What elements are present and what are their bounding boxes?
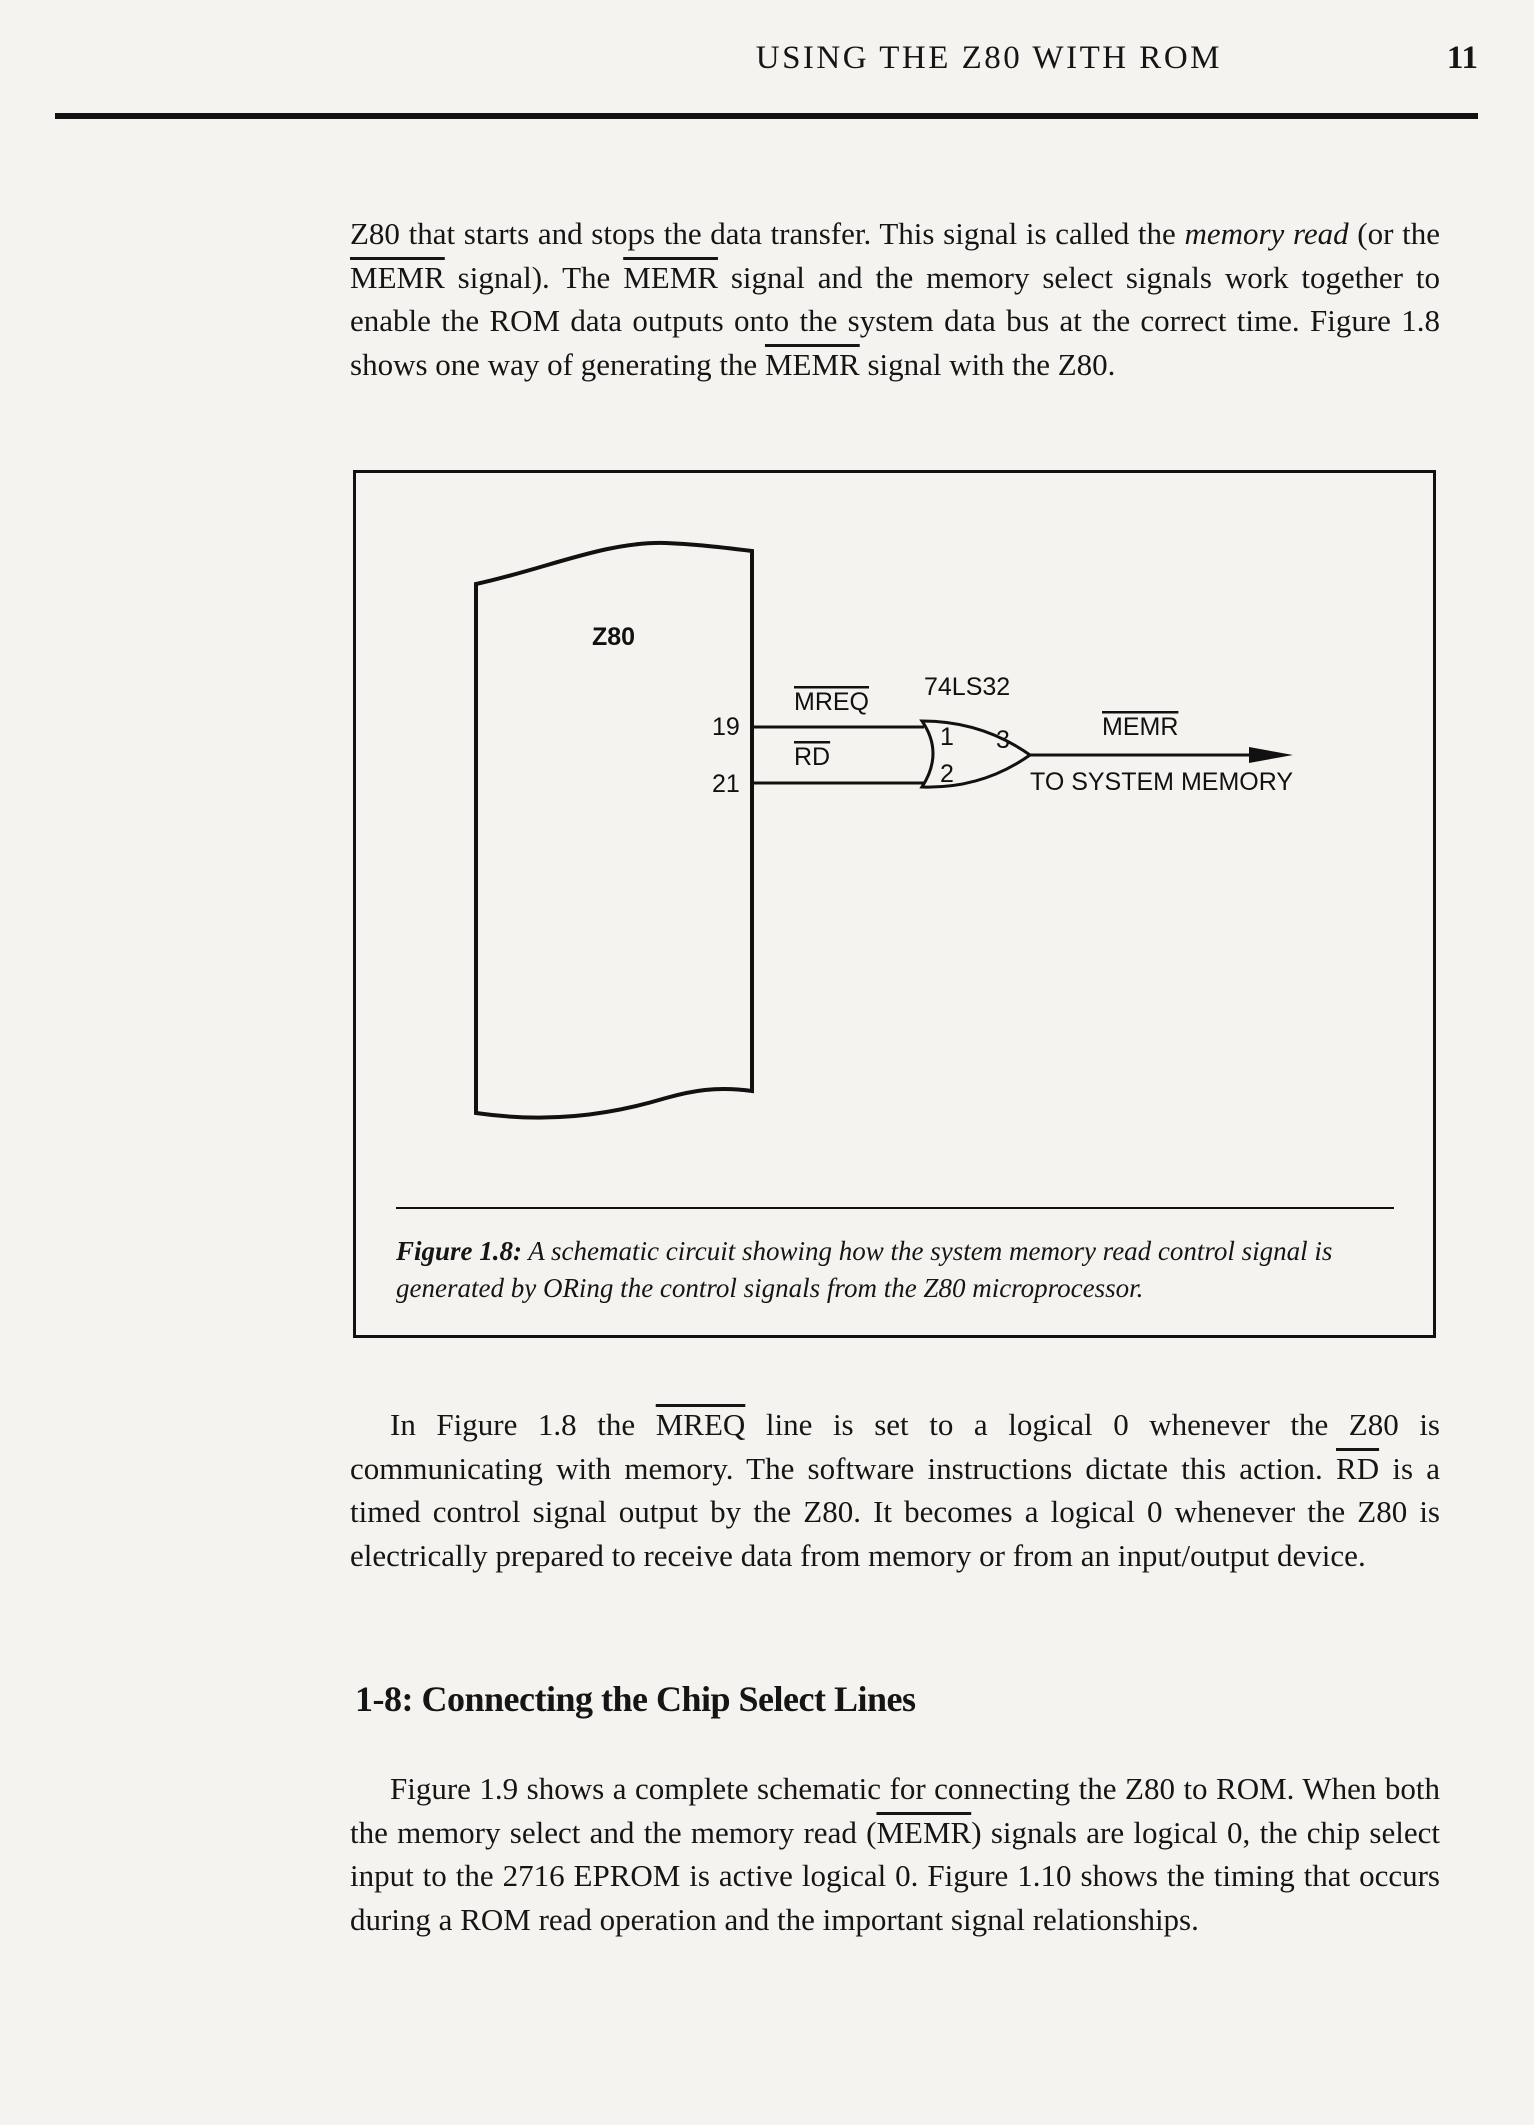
page-header — [0, 0, 1534, 130]
z80-chip-label: Z80 — [592, 623, 636, 651]
pin-19-label: 19 — [712, 713, 740, 741]
intro-memr-2: MEMR — [623, 259, 718, 295]
intro-text-3: (or the — [1348, 216, 1440, 251]
section-paragraph — [350, 1767, 1440, 1941]
gate-pin-2-label: 2 — [940, 760, 954, 788]
section-text-1: Figure 1.9 shows a complete schematic for connecting the Z80 to ROM. When both the memory select and the memory read ( — [350, 1771, 1440, 1850]
caption-text: A schematic circuit showing how the system memory read control signal is generated by ORing the control signals from the Z80 microprocessor. — [396, 1236, 1333, 1303]
page-number: 11 — [1446, 40, 1478, 76]
intro-text-9: signal with the Z80. — [859, 346, 1116, 382]
explain-rd: $\overline{RD}$ — [1336, 1450, 1380, 1486]
header-rule — [55, 113, 1478, 119]
explain-text-3: line is set to a logical 0 whenever the Z80 is communicating with memory. The software instructions dictate this action. — [350, 1407, 1440, 1486]
section-text-3: ) signals are logical 0, the chip select input to the 2716 EPROM is active logical 0. Figure 1.10 shows the timing that occurs during a ROM read operation and the important signal relationships. — [350, 1814, 1440, 1937]
explain-text-5: is a timed control signal output by the Z80. It becomes a logical 0 whenever the Z80 is electrically prepared to receive data from memory or from an input/output device. — [350, 1450, 1440, 1573]
running-head: USING THE Z80 WITH ROM — [755, 40, 1222, 76]
output-destination-label: TO SYSTEM MEMORY — [1030, 768, 1294, 796]
explain-mreq: MREQ — [655, 1407, 746, 1442]
explain-text-1: In Figure 1.8 the — [390, 1407, 656, 1442]
mreq-label: MREQ — [794, 688, 869, 716]
figure-caption — [396, 1233, 1406, 1307]
intro-paragraph — [350, 212, 1440, 386]
explanation-paragraph — [350, 1403, 1440, 1577]
output-arrowhead — [1249, 747, 1293, 763]
intro-italic-term: memory read — [1184, 216, 1349, 251]
rd-label: RD — [794, 743, 831, 771]
gate-pin-1-label: 1 — [940, 723, 954, 751]
schematic-diagram — [356, 473, 1433, 1173]
gate-part-label: 74LS32 — [924, 673, 1011, 701]
intro-text-7: signal and the memory select signals work together to enable the ROM data outputs onto the system data bus at the correct time. Figure 1.8 shows one way of generating the — [350, 259, 1441, 382]
pin-21-label: 21 — [712, 770, 740, 798]
memr-output-label: MEMR — [1102, 713, 1179, 741]
or-gate-symbol — [922, 721, 1030, 787]
intro-text-5: signal). The — [444, 259, 624, 295]
intro-memr-1: MEMR — [350, 259, 445, 295]
caption-rule — [396, 1207, 1394, 1209]
section-heading: 1-8: Connecting the Chip Select Lines — [355, 1679, 916, 1719]
intro-memr-3: MEMR — [764, 346, 860, 382]
section-memr: MEMR — [876, 1814, 972, 1850]
intro-text-1: Z80 that starts and stops the data transfer. This signal is called the — [350, 216, 1185, 251]
caption-label: Figure 1.8: — [396, 1236, 523, 1266]
figure-1-8 — [353, 470, 1436, 1338]
gate-pin-3-label: 3 — [996, 726, 1010, 754]
